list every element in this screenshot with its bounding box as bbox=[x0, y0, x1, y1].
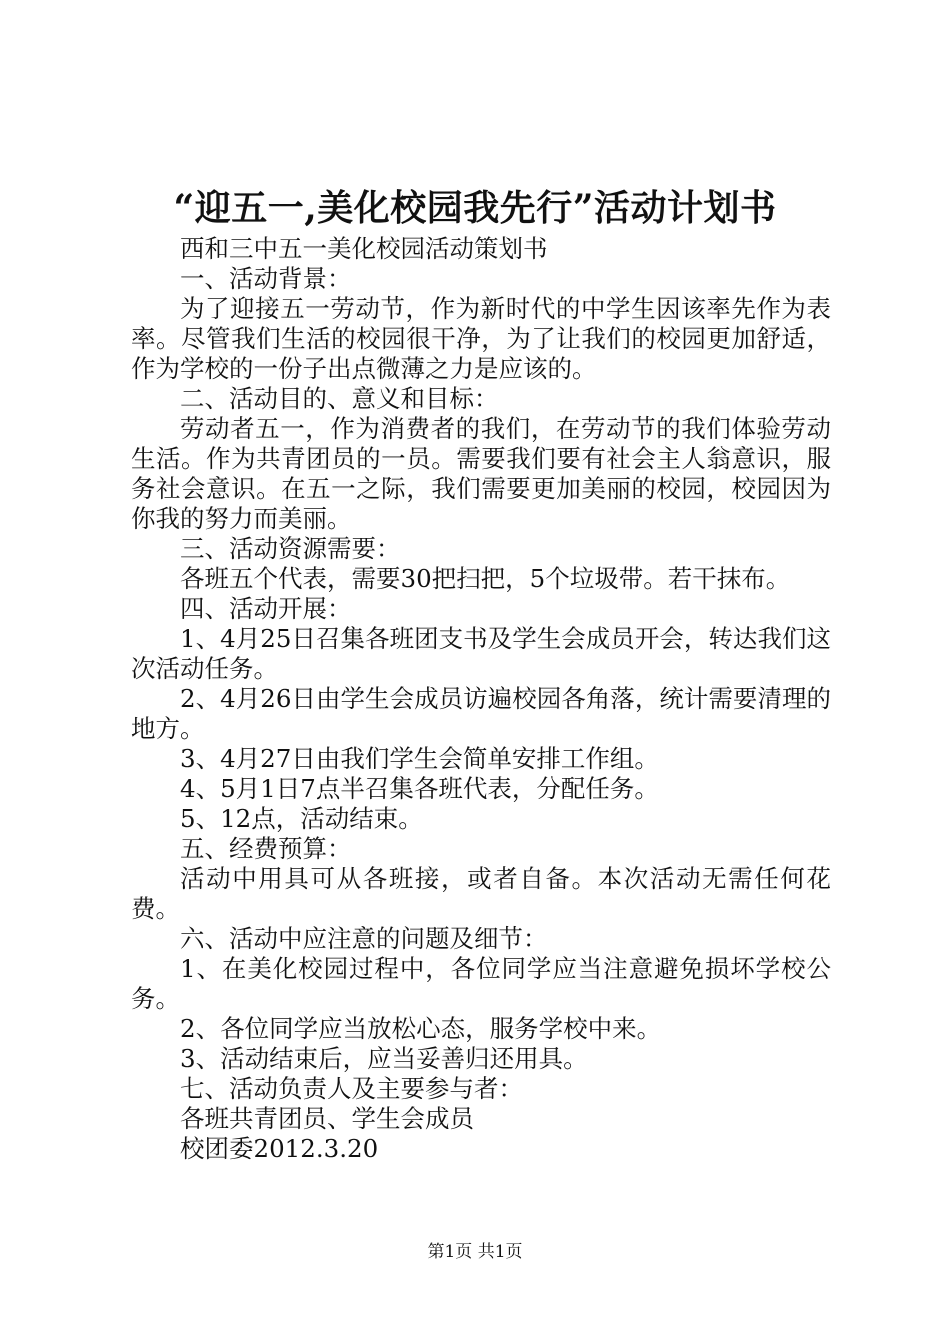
list-item: 3、活动结束后，应当妥善归还用具。 bbox=[180, 1044, 588, 1073]
section-heading: 三、活动资源需要： bbox=[180, 534, 401, 563]
paragraph: 为了迎接五一劳动节，作为新时代的中学生因该率先作为表率。尽管我们生活的校园很干净，为了让我们的校园更加舒适，作为学校的一份子出点微薄之力是应该的。 bbox=[131, 294, 831, 383]
paragraph: 西和三中五一美化校园活动策划书 bbox=[180, 234, 548, 263]
section-heading: 二、活动目的、意义和目标： bbox=[180, 384, 499, 413]
document-body bbox=[131, 234, 831, 1164]
list-item: 2、4月26日由学生会成员访遍校园各角落，统计需要清理的地方。 bbox=[131, 684, 831, 743]
list-item: 1、4月25日召集各班团支书及学生会成员开会，转达我们这次活动任务。 bbox=[131, 624, 831, 683]
paragraph: 各班五个代表，需要30把扫把，5个垃圾带。若干抹布。 bbox=[180, 564, 791, 593]
page-footer: 第1页 共1页 bbox=[427, 1242, 523, 1262]
list-item: 4、5月1日7点半召集各班代表，分配任务。 bbox=[180, 774, 659, 803]
paragraph: 各班共青团员、学生会成员 bbox=[180, 1104, 474, 1133]
list-item: 2、各位同学应当放松心态，服务学校中来。 bbox=[180, 1014, 662, 1043]
list-item: 1、在美化校园过程中，各位同学应当注意避免损坏学校公务。 bbox=[131, 954, 831, 1013]
section-heading: 一、活动背景： bbox=[180, 264, 352, 293]
list-item: 3、4月27日由我们学生会简单安排工作组。 bbox=[180, 744, 659, 773]
section-heading: 七、活动负责人及主要参与者： bbox=[180, 1074, 523, 1103]
paragraph: 活动中用具可从各班接，或者自备。本次活动无需任何花费。 bbox=[131, 864, 831, 923]
section-heading: 四、活动开展： bbox=[180, 594, 352, 623]
document-title: “迎五一,美化校园我先行”活动计划书 bbox=[173, 187, 777, 229]
paragraph: 劳动者五一，作为消费者的我们，在劳动节的我们体验劳动生活。作为共青团员的一员。需要我们要有社会主人翁意识，服务社会意识。在五一之际，我们需要更加美丽的校园，校园因为你我的努力而美丽。 bbox=[131, 414, 831, 533]
section-heading: 六、活动中应注意的问题及细节： bbox=[180, 924, 548, 953]
list-item: 5、12点，活动结束。 bbox=[180, 804, 423, 833]
signature-date: 校团委2012.3.20 bbox=[180, 1134, 379, 1163]
section-heading: 五、经费预算： bbox=[180, 834, 352, 863]
